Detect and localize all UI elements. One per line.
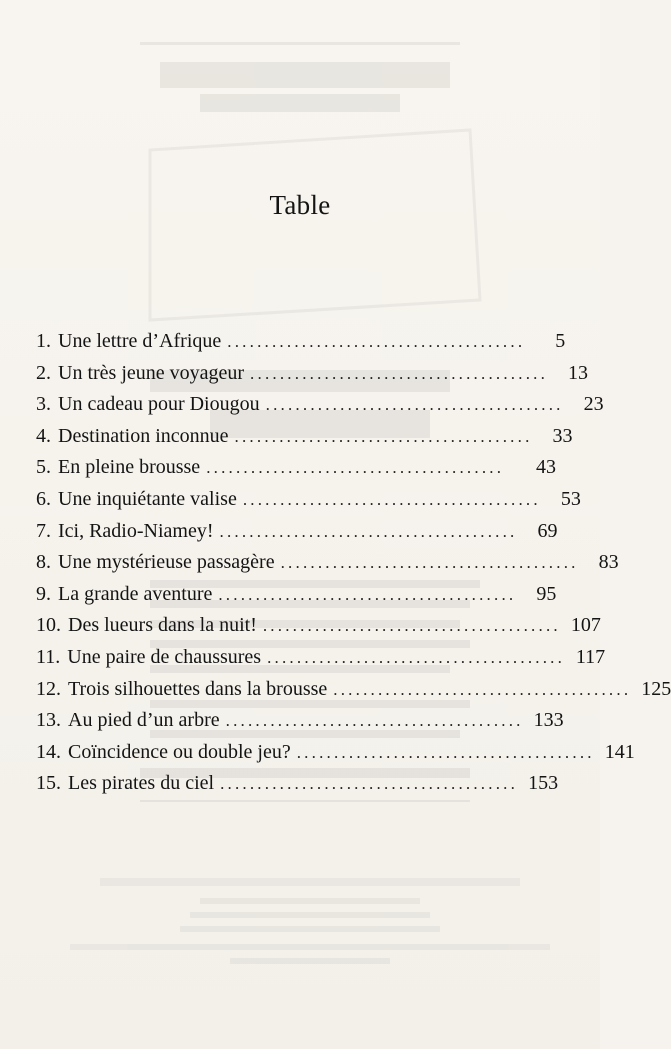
toc-entry	[36, 389, 604, 421]
table-of-contents	[36, 326, 671, 800]
dot-leader: ........................................	[280, 553, 579, 573]
toc-entry	[36, 421, 573, 453]
toc-entry	[36, 674, 671, 706]
chapter-page-number: 117	[575, 645, 606, 668]
dot-leader: ........................................	[262, 616, 561, 636]
chapter-page-number: 5	[555, 330, 566, 352]
chapter-page-number: 95	[536, 582, 557, 605]
chapter-page-number: 23	[583, 393, 604, 416]
toc-entry	[36, 452, 556, 484]
chapter-title: La grande aventure	[58, 582, 213, 605]
chapter-title: Destination inconnue	[58, 424, 229, 447]
toc-entry	[36, 610, 601, 642]
toc-entry	[36, 547, 619, 579]
chapter-title: Des lueurs dans la nuit!	[68, 614, 257, 637]
dot-leader: ........................................	[242, 489, 541, 509]
dot-leader: ........................................	[218, 584, 517, 604]
dot-leader: ........................................	[234, 426, 533, 446]
chapter-number: 15.	[36, 772, 61, 795]
chapter-page-number: 13	[568, 361, 589, 384]
chapter-page-number: 107	[570, 614, 601, 637]
chapter-title: Au pied d’un arbre	[68, 709, 220, 732]
chapter-number: 12.	[36, 677, 61, 700]
page-title: Table	[269, 190, 331, 220]
chapter-number: 6.	[36, 487, 51, 510]
chapter-title: Les pirates du ciel	[68, 772, 215, 795]
toc-entry	[36, 326, 566, 358]
chapter-page-number: 153	[528, 772, 559, 795]
chapter-number: 5.	[36, 456, 51, 479]
chapter-page-number: 125	[641, 677, 671, 700]
chapter-title: Trois silhouettes dans la brousse	[68, 677, 328, 700]
chapter-number: 8.	[36, 551, 51, 574]
dot-leader: ........................................	[225, 711, 524, 731]
chapter-title: Un très jeune voyageur	[58, 361, 245, 384]
toc-entry	[36, 705, 564, 737]
chapter-title: En pleine brousse	[58, 456, 201, 479]
dot-leader: ........................................	[227, 332, 526, 351]
dot-leader: ........................................	[296, 742, 595, 762]
dot-leader: ........................................	[206, 458, 505, 478]
toc-entry	[36, 768, 559, 800]
chapter-page-number: 83	[598, 551, 619, 574]
chapter-title: Coïncidence ou double jeu?	[68, 740, 291, 763]
chapter-number: 1.	[36, 330, 51, 352]
chapter-page-number: 141	[604, 740, 635, 763]
chapter-page-number: 53	[560, 487, 581, 510]
chapter-number: 4.	[36, 424, 51, 447]
chapter-page-number: 133	[533, 709, 564, 732]
chapter-number: 10.	[36, 614, 61, 637]
toc-entry	[36, 579, 556, 611]
chapter-title: Une paire de chaussures	[67, 645, 262, 668]
chapter-page-number: 43	[536, 456, 556, 479]
chapter-number: 14.	[36, 740, 61, 763]
chapter-page-number: 33	[552, 424, 573, 447]
dot-leader: ........................................	[219, 521, 518, 541]
chapter-number: 7.	[36, 519, 51, 542]
toc-entry	[36, 484, 581, 516]
chapter-title: Un cadeau pour Diougou	[58, 393, 260, 416]
chapter-number: 11.	[36, 645, 61, 668]
dot-leader: ........................................	[250, 363, 549, 383]
chapter-number: 2.	[36, 361, 51, 384]
chapter-title: Une lettre d’Afrique	[58, 330, 222, 352]
toc-entry	[36, 737, 635, 769]
chapter-number: 13.	[36, 709, 61, 732]
dot-leader: ........................................	[220, 774, 519, 794]
chapter-number: 3.	[36, 393, 51, 416]
toc-entry	[36, 642, 606, 674]
chapter-number: 9.	[36, 582, 51, 605]
toc-entry	[36, 516, 556, 548]
dot-leader: ........................................	[333, 679, 632, 699]
chapter-title: Une mystérieuse passagère	[58, 551, 275, 574]
dot-leader: ........................................	[265, 395, 564, 415]
chapter-title: Ici, Radio-Niamey!	[58, 519, 214, 542]
chapter-page-number: 69	[537, 519, 558, 542]
chapter-title: Une inquiétante valise	[58, 487, 237, 510]
dot-leader: ........................................	[267, 647, 566, 667]
toc-entry	[36, 358, 589, 390]
